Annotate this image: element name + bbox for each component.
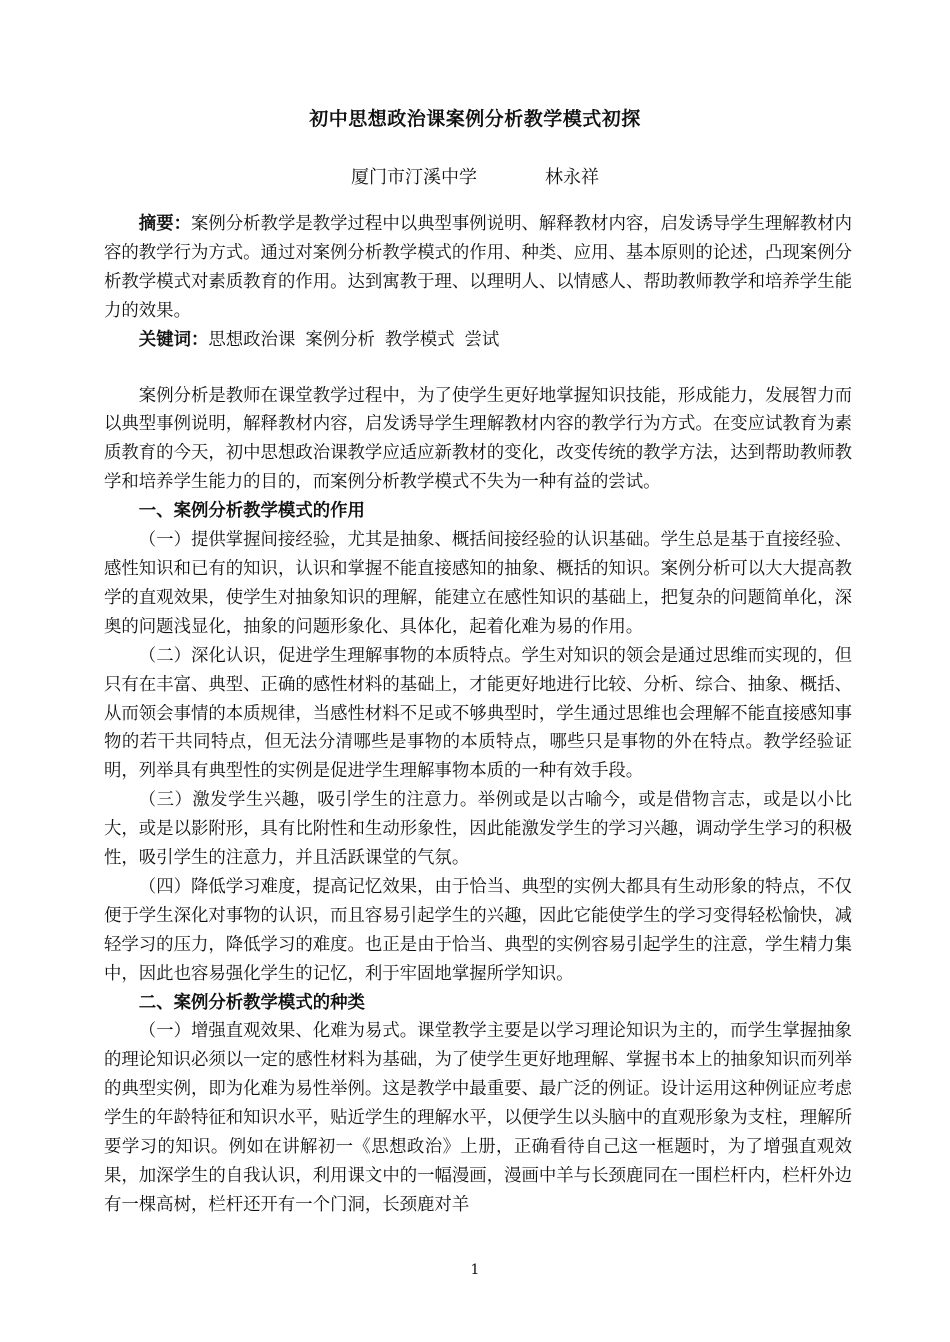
body-paragraph: （一）增强直观效果、化难为易式。课堂教学主要是以学习理论知识为主的，而学生掌握抽象的理论知识必须以一定的感性材料为基础，为了使学生更好地理解、掌握书本上的抽象知识而列举的典型实例，即为化难为易性举例。这是教学中最重要、最广泛的例证。设计运用这种例证应考虑学生的年龄特征和知识水平，贴近学生的理解水平，以便学生以头脑中的直观形象为支柱，理解所要学习的知识。例如在讲解初一《思想政治》上册，正确看待自己这一框题时，为了增强直观效果，加深学生的自我认识，利用课文中的一幅漫画，漫画中羊与长颈鹿同在一围栏杆内，栏杆外边有一棵高树，栏杆还开有一个门洞，长颈鹿对羊 <box>104 1021 852 1215</box>
keyword: 教学模式 <box>384 329 455 350</box>
byline <box>0 163 950 189</box>
body-paragraph: （一）提供掌握间接经验，尤其是抽象、概括间接经验的认识基础。学生总是基于直接经验、感性知识和已有的知识，认识和掌握不能直接感知的抽象、概括的知识。案例分析可以大大提高教学的直观效果，使学生对抽象知识的理解，能建立在感性知识的基础上，把复杂的问题简单化，深奥的问题浅显化，抽象的问题形象化、具体化，起着化难为易的作用。 <box>104 530 852 637</box>
keyword: 思想政治课 <box>208 329 296 350</box>
intro-paragraph: 案例分析是教师在课堂教学过程中，为了使学生更好地掌握知识技能，形成能力，发展智力而以典型事例说明，解释教材内容，启发诱导学生理解教材内容的教学行为方式。在变应试教育为素质教育的今天，初中思想政治课教学应适应新教材的变化，改变传统的教学方法，达到帮助教师教学和培养学生能力的目的，而案例分析教学模式不失为一种有益的尝试。 <box>104 385 852 493</box>
body-paragraph: （三）激发学生兴趣，吸引学生的注意力。举例或是以古喻今，或是借物言志，或是以小比大，或是以影附形，具有比附性和生动形象性，因此能激发学生的学习兴趣，调动学生学习的积极性，吸引学生的注意力，并且活跃课堂的气氛。 <box>104 790 852 869</box>
abstract-label: 摘要： <box>138 214 191 234</box>
document-body <box>104 210 852 1220</box>
section-heading: 一、案例分析教学模式的作用 <box>138 501 365 522</box>
keyword: 案例分析 <box>305 329 375 350</box>
keywords-label: 关键词： <box>138 329 209 350</box>
document-title: 初中思想政治课案例分析教学模式初探 <box>309 108 641 130</box>
body-paragraph: （四）降低学习难度，提高记忆效果，由于恰当、典型的实例大都具有生动形象的特点，不仅便于学生深化对事物的认识，而且容易引起学生的兴趣，因此它能使学生的学习变得轻松愉快，减轻学习的压力，降低学习的难度。也正是由于恰当、典型的实例容易引起学生的注意，学生精力集中，因此也容易强化学生的记忆，利于牢固地掌握所学知识。 <box>104 876 852 984</box>
body-paragraph: （二）深化认识，促进学生理解事物的本质特点。学生对知识的领会是通过思维而实现的，但只有在丰富、典型、正确的感性材料的基础上，才能更好地进行比较、分析、综合、抽象、概括、从而领会事情的本质规律，当感性材料不足或不够典型时，学生通过思维也会理解不能直接感知事物的若干共同特点，但无法分清哪些是事物的本质特点，哪些只是事物的外在特点。教学经验证明，列举具有典型性的实例是促进学生理解事物本质的一种有效手段。 <box>104 645 852 782</box>
abstract-text: 案例分析教学是教学过程中以典型事例说明、解释教材内容，启发诱导学生理解教材内容的教学行为方式。通过对案例分析教学模式的作用、种类、应用、基本原则的论述，凸现案例分析教学模式对素质教育的作用。达到寓教于理、以理明人、以情感人、帮助教师教学和培养学生能力的效果。 <box>104 214 852 321</box>
author-name: 林永祥 <box>545 167 599 188</box>
section-heading: 二、案例分析教学模式的种类 <box>138 992 365 1013</box>
keyword: 尝试 <box>464 329 500 350</box>
page-number: 1 <box>470 1262 480 1278</box>
keywords-line <box>104 326 852 355</box>
abstract-paragraph <box>104 210 852 326</box>
school-name: 厦门市汀溪中学 <box>351 167 477 188</box>
